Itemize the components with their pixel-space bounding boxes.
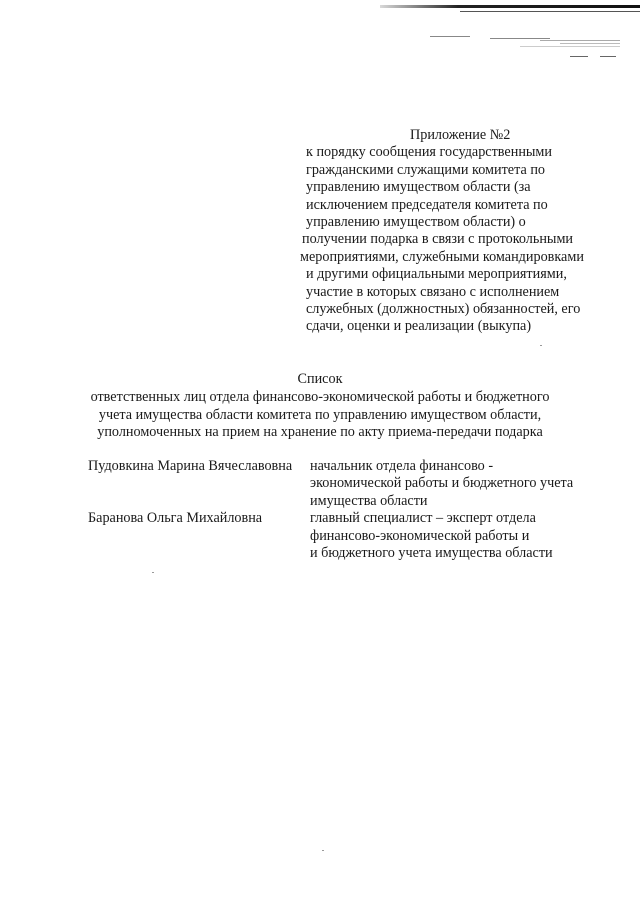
- list-section: [0, 371, 640, 442]
- appendix-title: Приложение №2: [410, 127, 511, 143]
- person-position-line: главный специалист – эксперт отдела: [310, 510, 536, 527]
- person-position-line: экономической работы и бюджетного учета: [310, 475, 574, 492]
- appendix-text: [300, 144, 610, 335]
- scan-artifact-dot: [152, 572, 154, 573]
- person-entry: [88, 458, 608, 510]
- appendix-line: получении подарка в связи с протокольными: [302, 231, 574, 248]
- appendix-line: служебных (должностных) обязанностей, его: [306, 301, 581, 318]
- scan-artifact-top-line-thin: [460, 11, 640, 12]
- appendix-line: участие в которых связано с исполнением: [306, 283, 560, 300]
- scan-artifact-dot: [540, 345, 542, 346]
- appendix-line: к порядку сообщения государственными: [306, 144, 553, 161]
- person-position-line: начальник отдела финансово -: [310, 458, 494, 474]
- list-description-line: ответственных лиц отдела финансово-экономической работы и бюджетного: [90, 389, 550, 406]
- scan-artifact-noise: [420, 34, 635, 68]
- person-name: Баранова Ольга Михайловна: [88, 510, 263, 527]
- list-description-line: уполномоченных на прием на хранение по акту приема-передачи подарка: [97, 424, 543, 441]
- person-name: Пудовкина Марина Вячеславовна: [88, 458, 293, 474]
- list-description: [70, 389, 570, 441]
- person-position-line: имущества области: [310, 492, 428, 509]
- person-position: [310, 510, 608, 562]
- appendix-line: мероприятиями, служебными командировками: [300, 248, 584, 265]
- appendix-line: управлению имуществом области) о: [306, 214, 526, 231]
- appendix-line: исключением председателя комитета по: [306, 196, 548, 213]
- person-position: [310, 458, 608, 510]
- list-description-line: учета имущества области комитета по управлению имуществом области,: [98, 406, 542, 423]
- person-position-line: финансово-экономической работы и: [310, 527, 530, 544]
- person-position-line: и бюджетного учета имущества области: [310, 545, 553, 562]
- scan-artifact-dot: [322, 850, 324, 851]
- scan-artifact-top-line: [380, 5, 640, 8]
- responsible-persons-list: [88, 458, 608, 562]
- list-title: Список: [297, 371, 343, 387]
- appendix-header: [300, 127, 610, 336]
- appendix-line: сдачи, оценки и реализации (выкупа): [306, 318, 532, 335]
- appendix-line: гражданскими служащими комитета по: [306, 161, 546, 178]
- appendix-line: и другими официальными мероприятиями,: [306, 266, 567, 283]
- person-entry: [88, 510, 608, 562]
- appendix-line: управлению имуществом области (за: [306, 179, 531, 196]
